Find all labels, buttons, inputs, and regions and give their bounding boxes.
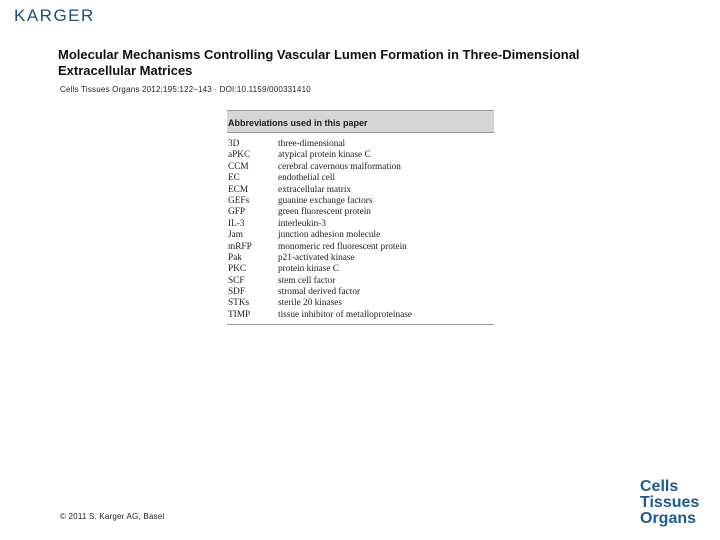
abbreviation-code: STKs (228, 298, 250, 309)
table-body (227, 133, 494, 325)
abbreviation-definition: stromal derived factor (278, 287, 361, 298)
table-row (227, 230, 494, 241)
abbreviation-code: PKC (228, 264, 247, 275)
table-row (227, 150, 494, 161)
table-row (227, 264, 494, 275)
article-title (58, 47, 658, 79)
abbreviation-definition: protein kinase C (278, 264, 339, 275)
table-row (227, 219, 494, 230)
abbreviation-definition: p21-activated kinase (278, 252, 355, 263)
abbreviation-code: GFP (228, 207, 246, 218)
abbreviation-code: SCF (228, 275, 245, 286)
abbreviation-definition: junction adhesion molecule (278, 230, 381, 241)
abbreviation-code: Pak (228, 252, 242, 263)
abbreviation-definition: interleukin-3 (278, 218, 327, 229)
abbreviations-table (227, 110, 494, 325)
table-row (227, 207, 494, 218)
copyright: © 2011 S. Karger AG, Basel (60, 512, 165, 521)
abbreviation-code: Jam (228, 230, 243, 241)
abbreviation-code: EC (228, 173, 240, 184)
abbreviation-definition: endothelial cell (278, 173, 336, 184)
table-header: Abbreviations used in this paper (227, 110, 494, 133)
karger-logo: KARGER (14, 6, 95, 25)
journal-logo-line-3: Organs (640, 510, 697, 527)
abbreviation-definition: monomeric red fluorescent protein (278, 241, 407, 252)
abbreviation-code: aPKC (228, 150, 251, 161)
abbreviation-code: SDF (228, 287, 246, 298)
table-row (227, 162, 494, 173)
table-row (227, 276, 494, 287)
abbreviation-definition: guanine exchange factors (278, 195, 373, 206)
journal-logo (640, 479, 699, 527)
abbreviation-code: GEFs (228, 195, 250, 206)
abbreviation-definition: atypical protein kinase C (278, 150, 371, 161)
table-row (227, 287, 494, 298)
journal-logo-line-1: Cells (640, 478, 679, 495)
abbreviation-definition: three-dimensional (278, 139, 346, 149)
table-row (227, 173, 494, 184)
abbreviation-definition: cerebral cavernous malformation (278, 161, 401, 172)
abbreviation-code: mRFP (228, 241, 252, 252)
abbreviation-definition: green fluorescent protein (278, 207, 371, 218)
abbreviation-code: 3D (228, 139, 240, 149)
abbreviation-definition: extracellular matrix (278, 184, 352, 195)
table-row (227, 310, 494, 321)
table-row (227, 253, 494, 264)
title-line-2: Extracellular Matrices (58, 63, 193, 78)
table-row (227, 196, 494, 207)
table-row (227, 242, 494, 253)
abbreviation-definition: tissue inhibitor of metalloproteinase (278, 309, 413, 320)
abbreviation-code: CCM (228, 161, 249, 172)
table-row (227, 185, 494, 196)
table-row (227, 298, 494, 309)
journal-logo-line-2: Tissues (640, 494, 700, 511)
abbreviation-code: TIMP (228, 309, 251, 320)
citation: Cells Tissues Organs 2012;195:122–143 · DOI:10.1159/000331410 (60, 85, 311, 94)
title-line-1: Molecular Mechanisms Controlling Vascular Lumen Formation in Three-Dimensional (58, 47, 580, 62)
abbreviation-definition: stem cell factor (278, 275, 336, 286)
table-row (227, 139, 494, 150)
abbreviation-code: ECM (228, 184, 249, 195)
abbreviation-definition: sterile 20 kinases (278, 298, 343, 309)
abbreviation-code: IL-3 (228, 218, 245, 229)
